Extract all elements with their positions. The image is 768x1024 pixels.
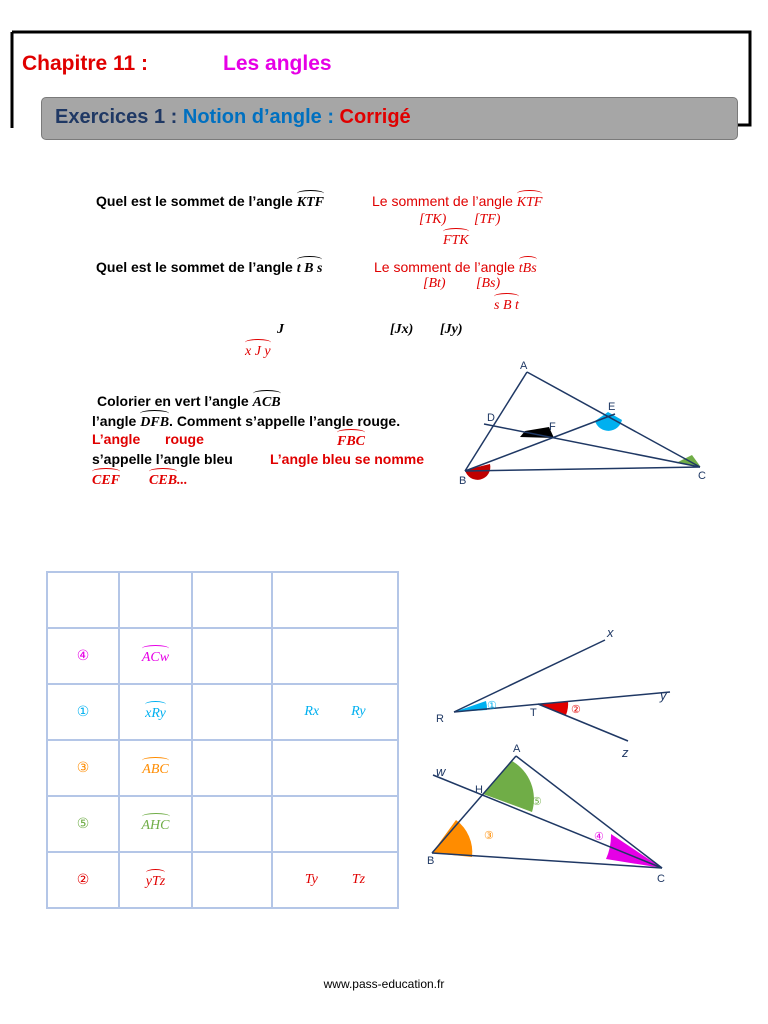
label-x: x bbox=[607, 625, 614, 640]
q3-side1: [Jx) bbox=[390, 322, 414, 337]
row-number bbox=[47, 852, 119, 908]
q4-line1 bbox=[97, 392, 281, 411]
q1-alt-angle: FTK bbox=[443, 230, 469, 249]
orange-angle-abc bbox=[432, 820, 472, 857]
q4-line1-angle: ACB bbox=[253, 392, 281, 411]
label-c: C bbox=[657, 873, 665, 885]
label-r: R bbox=[436, 713, 444, 725]
q4-line5-angle1: CEF bbox=[92, 470, 120, 489]
q2-answer bbox=[374, 258, 537, 277]
label-h: H bbox=[475, 784, 483, 796]
row-number bbox=[47, 796, 119, 852]
angle-label: yTz bbox=[146, 871, 165, 890]
mark-one: ① bbox=[487, 700, 497, 712]
label-a: A bbox=[513, 743, 521, 755]
exercise-title bbox=[55, 106, 411, 129]
table-cell bbox=[192, 852, 272, 908]
q4-line5 bbox=[92, 470, 188, 489]
row-number-label: ⑤ bbox=[76, 815, 90, 832]
table-row bbox=[47, 740, 398, 796]
q1-answer bbox=[372, 192, 542, 211]
q2-alt-angle: s B t bbox=[494, 295, 519, 314]
segment-ac bbox=[527, 372, 700, 467]
table-cell bbox=[192, 572, 272, 628]
table-cell bbox=[192, 740, 272, 796]
row-number-label: ③ bbox=[76, 759, 90, 776]
sides-cell bbox=[272, 628, 398, 684]
angle-label: ABC bbox=[142, 759, 168, 778]
chapter-title: Les angles bbox=[223, 52, 332, 75]
angle-label: AHC bbox=[142, 815, 170, 834]
chapter-label: Chapitre 11 : bbox=[22, 52, 149, 75]
table-header-row bbox=[47, 572, 398, 628]
mark-two: ② bbox=[571, 704, 581, 716]
exercise-prefix: Exercices 1 : bbox=[55, 106, 178, 128]
q4-line5-suffix: ... bbox=[177, 473, 188, 488]
q1-answer-text: Le somment de l’angle bbox=[372, 193, 513, 209]
row-number-label: ① bbox=[76, 703, 90, 720]
q2-question bbox=[96, 258, 322, 277]
answer-table bbox=[46, 571, 399, 909]
q1-side2: [TF) bbox=[474, 212, 501, 227]
row-number bbox=[47, 628, 119, 684]
triangle-figure-1 bbox=[450, 355, 720, 490]
q1-side1: [TK) bbox=[419, 212, 447, 227]
q4-line3b: rouge bbox=[165, 431, 204, 447]
table-cell bbox=[119, 572, 192, 628]
label-b: B bbox=[427, 855, 435, 867]
q3-side2: [Jy) bbox=[440, 322, 463, 337]
q2-angle: t B s bbox=[297, 258, 323, 277]
sides-cell bbox=[272, 796, 398, 852]
q4-line3a: L’angle bbox=[92, 431, 141, 447]
label-t: T bbox=[530, 707, 537, 719]
row-number-label: ④ bbox=[76, 647, 90, 664]
row-number-label: ② bbox=[76, 871, 90, 888]
exercise-status: Corrigé bbox=[339, 106, 411, 128]
q3-vertex: J bbox=[277, 322, 284, 337]
table-cell bbox=[192, 628, 272, 684]
q2-side2: [Bs) bbox=[476, 276, 501, 291]
angle-cell bbox=[119, 852, 192, 908]
q4-line2-text: l’angle bbox=[92, 413, 137, 429]
label-f: F bbox=[549, 421, 556, 433]
green-angle-ahc bbox=[483, 761, 534, 812]
q4-line5-angle2: CEB bbox=[149, 470, 177, 489]
table-cell bbox=[272, 572, 398, 628]
q2-answer-text: Le somment de l’angle bbox=[374, 259, 515, 275]
label-e: E bbox=[608, 401, 616, 413]
ray-rx bbox=[454, 640, 605, 712]
table-row bbox=[47, 684, 398, 740]
segment-ac bbox=[516, 756, 662, 868]
label-z: z bbox=[622, 745, 629, 760]
angle-cell bbox=[119, 740, 192, 796]
q4-line1-text: Colorier en vert l’angle bbox=[97, 393, 249, 409]
ray-tz bbox=[538, 704, 628, 741]
label-w: w bbox=[436, 764, 446, 779]
angle-label: xRy bbox=[145, 703, 166, 722]
q4-line4-answer: L’angle bleu se nomme bbox=[270, 451, 425, 467]
sides-cell bbox=[272, 852, 398, 908]
q2-side1: [Bt) bbox=[423, 276, 446, 291]
mark-three: ③ bbox=[484, 830, 494, 842]
q4-line3-angle: FBC bbox=[337, 431, 365, 450]
table-cell bbox=[192, 684, 272, 740]
q2-question-text: Quel est le sommet de l’angle bbox=[96, 259, 293, 275]
q4-line2-angle: DFB bbox=[140, 412, 169, 431]
label-c: C bbox=[698, 470, 706, 482]
label-a: A bbox=[520, 360, 528, 372]
segment-bc bbox=[465, 467, 700, 471]
q1-angle: KTF bbox=[297, 192, 324, 211]
sides-cell bbox=[272, 684, 398, 740]
table-row bbox=[47, 628, 398, 684]
side-label: Ty bbox=[304, 872, 318, 887]
segment-ba bbox=[465, 372, 527, 471]
side-label: Rx bbox=[304, 704, 320, 719]
q1-question bbox=[96, 192, 324, 211]
mark-five: ⑤ bbox=[532, 796, 542, 808]
q4-line2-rest: . Comment s’appelle l’angle rouge. bbox=[169, 413, 401, 429]
segment-dc bbox=[484, 424, 700, 467]
q4-line4: s’appelle l’angle bleu bbox=[92, 451, 233, 467]
angle-cell bbox=[119, 628, 192, 684]
angle-label: ACw bbox=[142, 647, 169, 666]
table-row bbox=[47, 852, 398, 908]
mark-four: ④ bbox=[594, 831, 604, 843]
q1-answer-angle: KTF bbox=[517, 192, 543, 211]
label-d: D bbox=[487, 412, 495, 424]
angles-figure-2 bbox=[425, 620, 685, 760]
footer-url[interactable]: www.pass-education.fr bbox=[323, 977, 445, 991]
side-label: Tz bbox=[351, 872, 366, 887]
q1-question-text: Quel est le sommet de l’angle bbox=[96, 193, 293, 209]
label-y: y bbox=[660, 688, 667, 703]
triangle-figure-3 bbox=[425, 740, 675, 890]
label-b: B bbox=[459, 475, 467, 487]
angle-cell bbox=[119, 684, 192, 740]
exercise-topic: Notion d’angle : bbox=[182, 106, 334, 128]
q3-angle: x J y bbox=[245, 341, 271, 360]
side-label: Ry bbox=[351, 704, 366, 719]
q2-answer-angle: tBs bbox=[519, 258, 537, 277]
table-row bbox=[47, 796, 398, 852]
sides-cell bbox=[272, 740, 398, 796]
angle-cell bbox=[119, 796, 192, 852]
row-number bbox=[47, 740, 119, 796]
table-cell bbox=[47, 572, 119, 628]
magenta-angle-acw bbox=[606, 834, 662, 868]
row-number bbox=[47, 684, 119, 740]
table-cell bbox=[192, 796, 272, 852]
